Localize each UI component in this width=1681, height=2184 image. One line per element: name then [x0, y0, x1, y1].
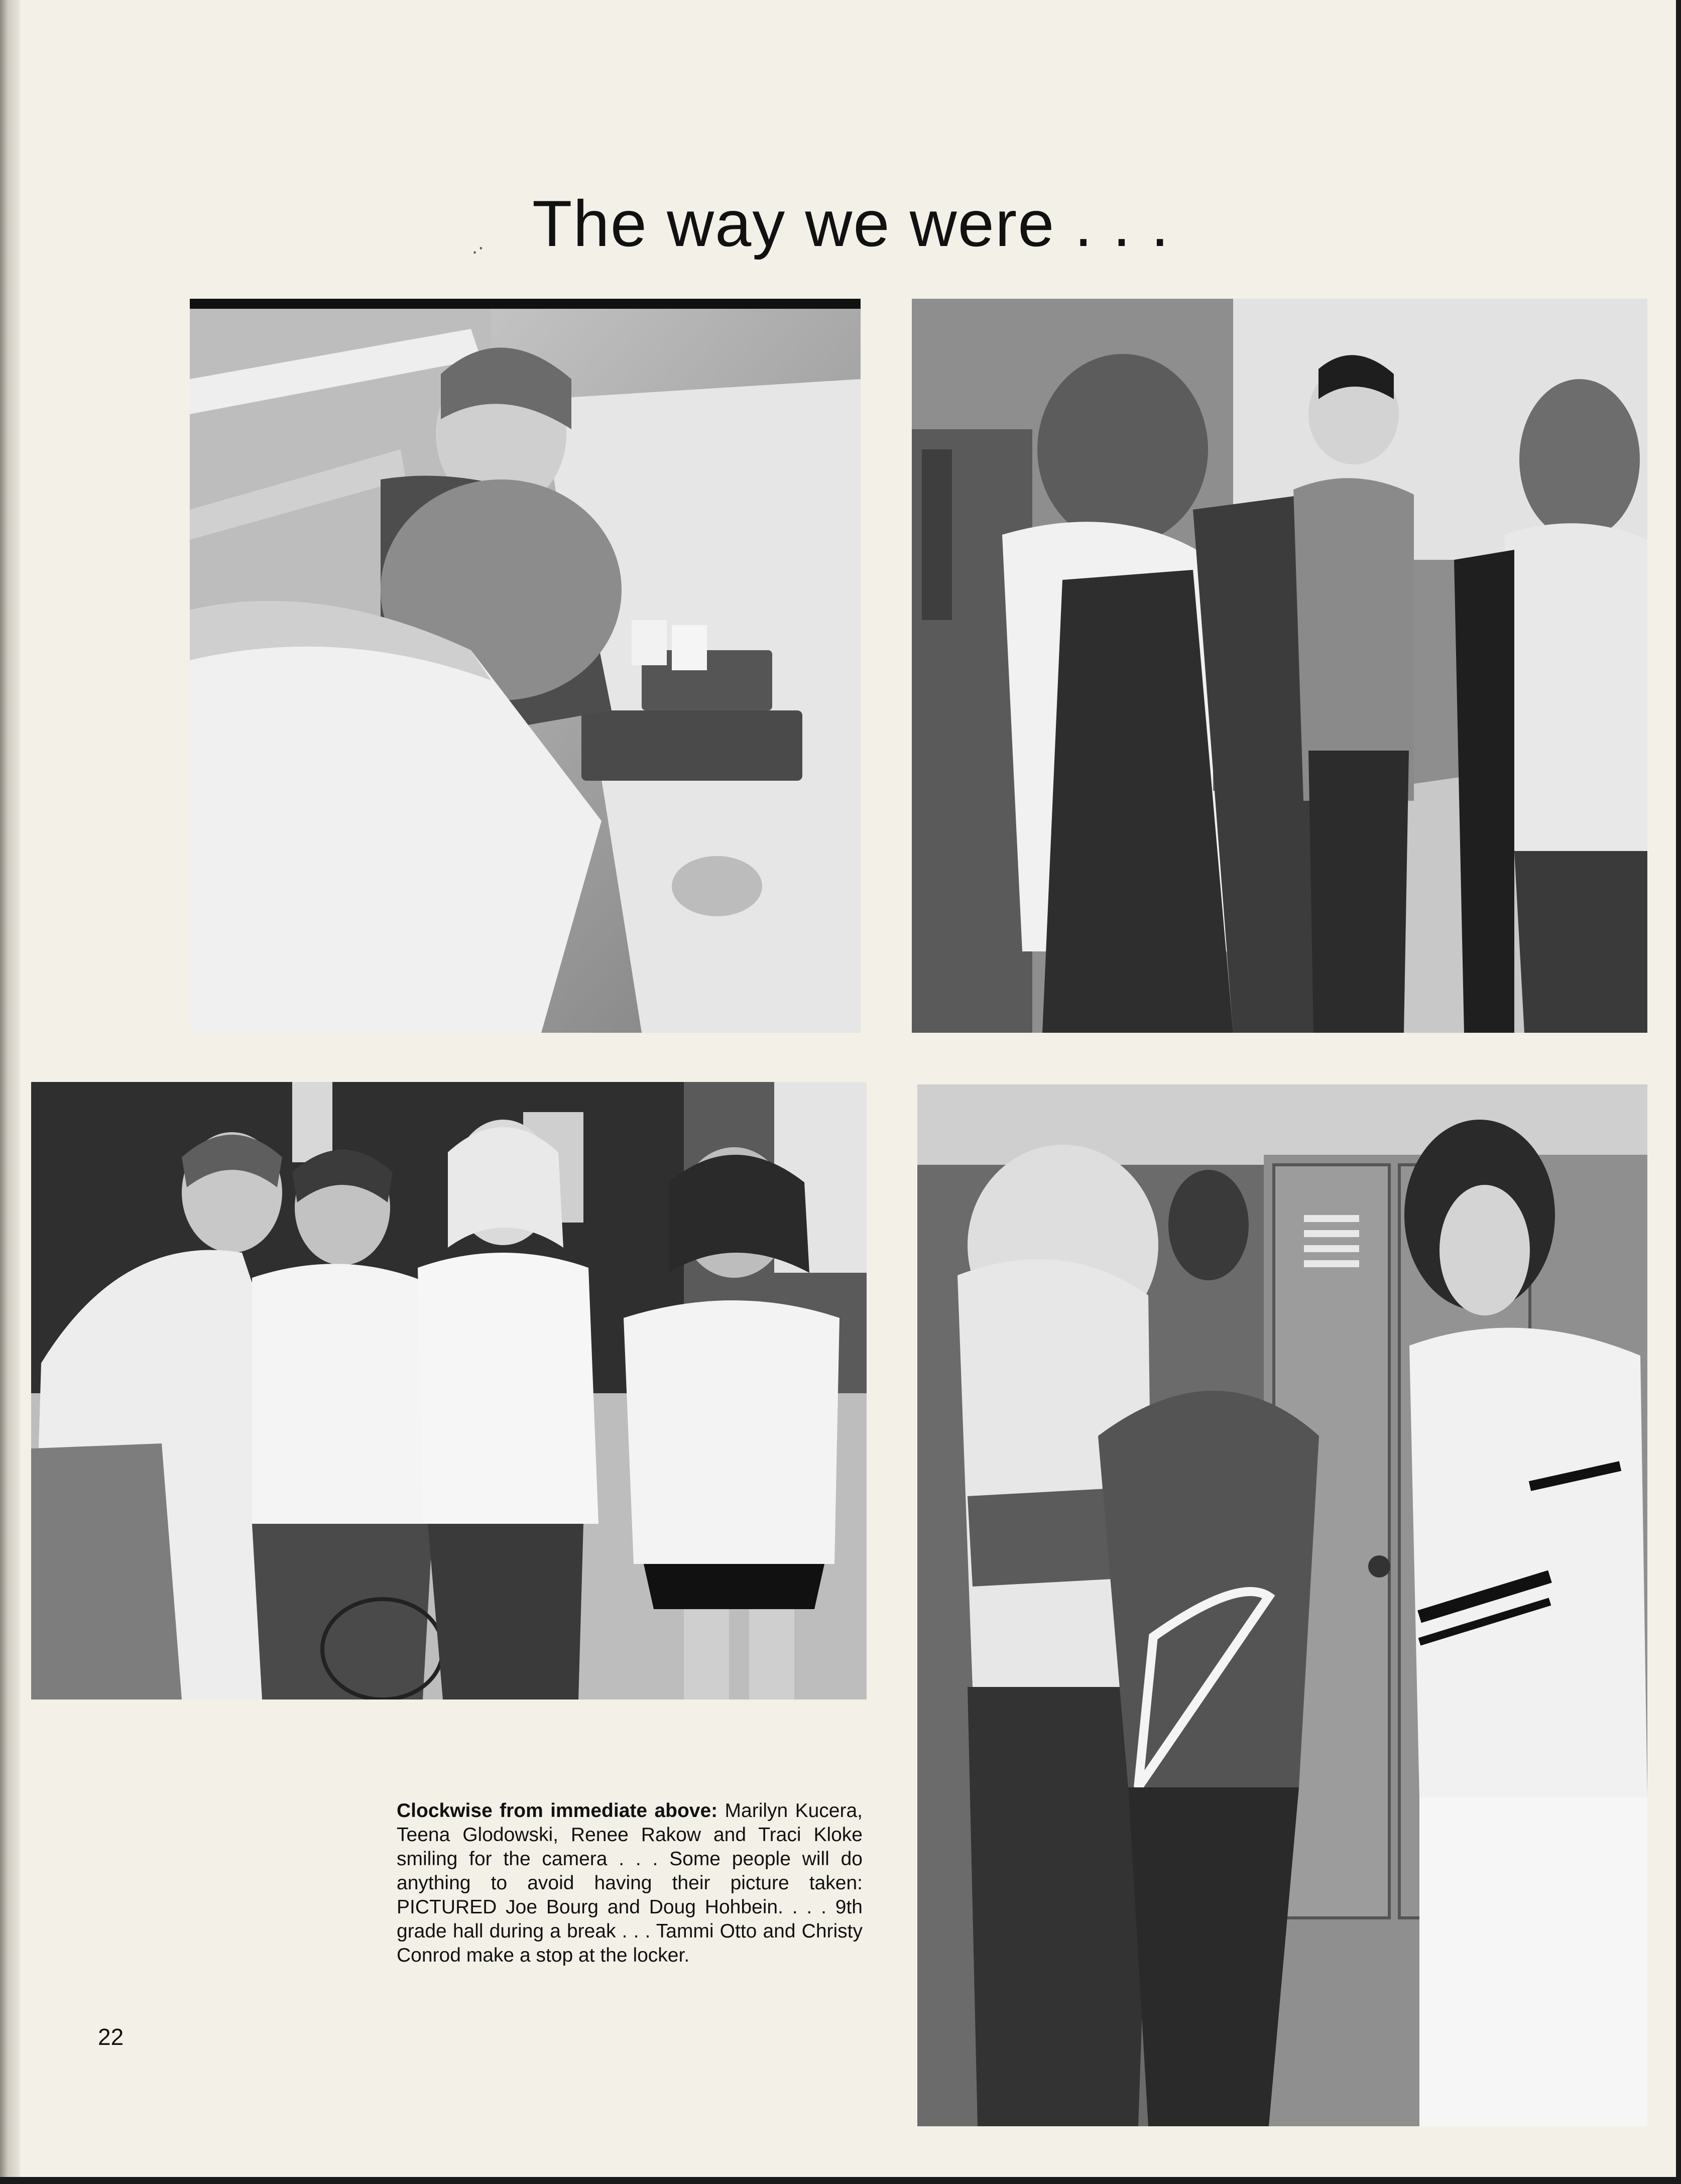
- photo-caption: [397, 1799, 863, 1968]
- page-right-edge: [1676, 0, 1681, 2184]
- photo-hallway-image: [912, 299, 1647, 1033]
- page-title: The way we were . . .: [532, 187, 1170, 260]
- page-number: 22: [98, 2024, 124, 2050]
- photo-hallway: [912, 299, 1647, 1033]
- photo-tennis-group-image: [31, 1082, 867, 1700]
- book-spine-edge: [0, 0, 20, 2184]
- photo-cafeteria: [190, 299, 861, 1033]
- caption-lead: Clockwise from immediate above:: [397, 1800, 718, 1822]
- caption-body: Marilyn Kucera, Teena Glodowski, Renee Rakow and Traci Kloke smiling for the camera . . . Some people will do anything to avoid having their picture taken: PICTURED Joe Bourg and Doug Hohbein. . . . 9th grade hall during a break . . . Tammi Otto and Christy Conrod make a stop at the locker.: [397, 1800, 863, 1966]
- page-bottom-edge: [0, 2177, 1681, 2184]
- photo-cafeteria-image: [190, 299, 861, 1033]
- photo-locker-image: [917, 1084, 1647, 2126]
- photo-locker: [917, 1084, 1647, 2126]
- photo-tennis-group: [31, 1082, 867, 1700]
- print-speck: .·: [472, 236, 485, 258]
